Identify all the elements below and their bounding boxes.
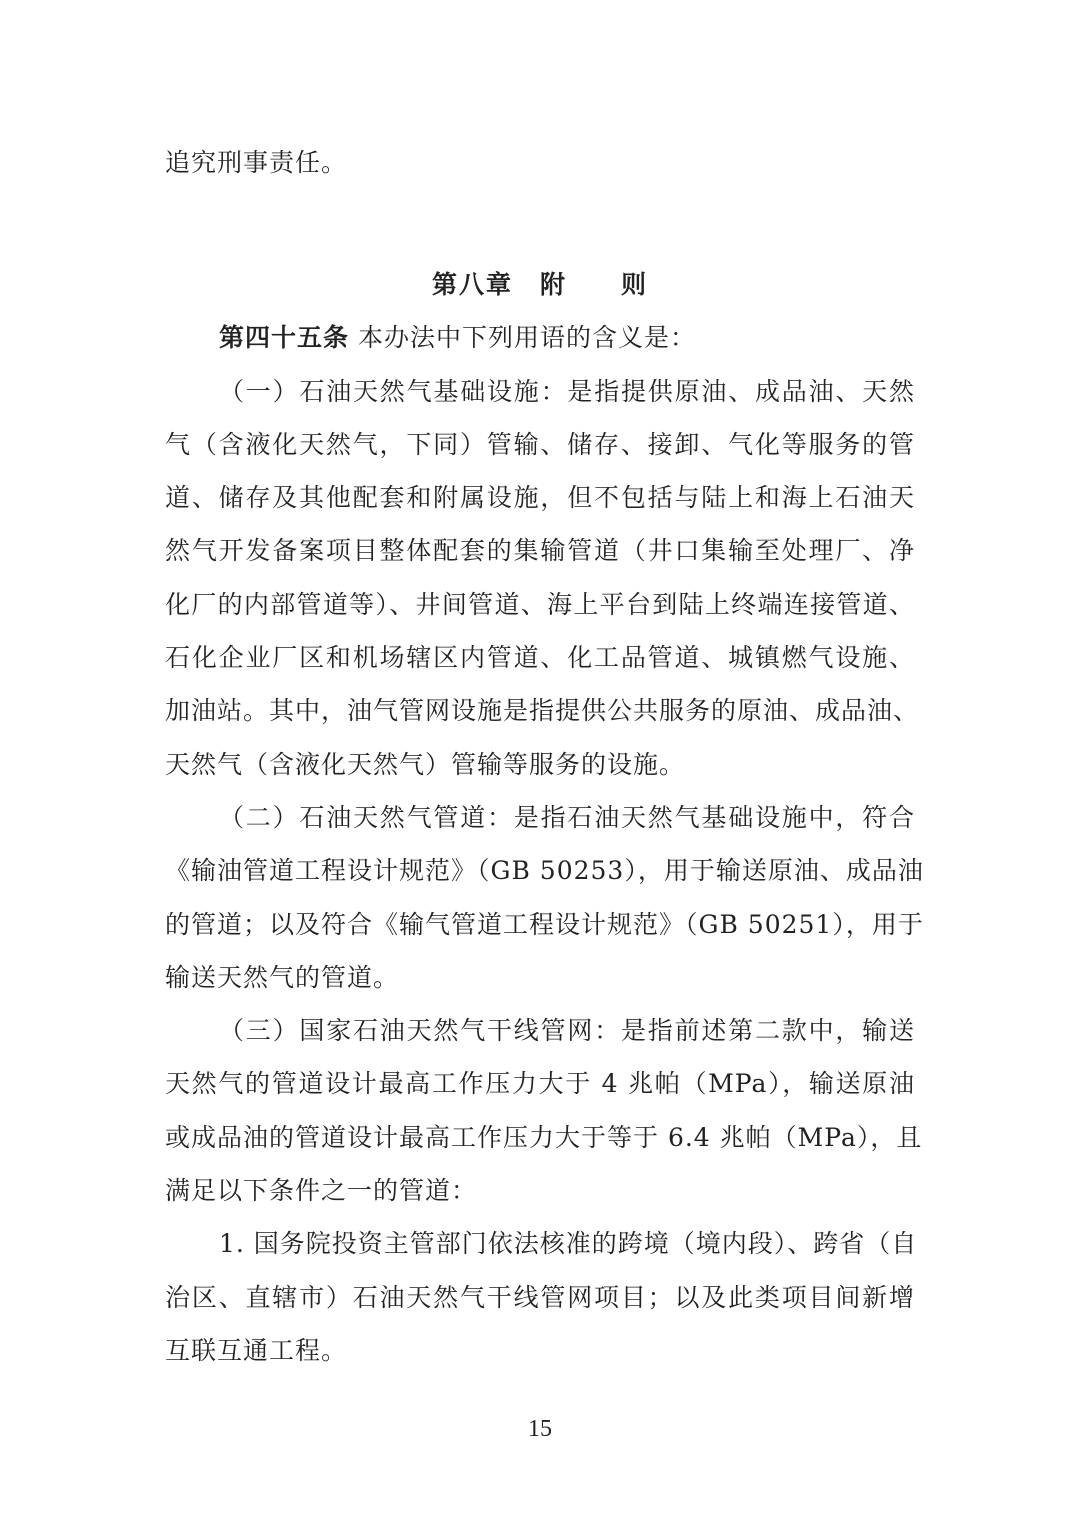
chapter-body <box>165 258 924 1377</box>
definitions <box>165 365 924 1378</box>
article-intro: 本办法中下列用语的含义是： <box>357 323 696 353</box>
text-line: 输送天然气的管道。 <box>165 962 400 992</box>
page-number: 15 <box>528 1416 552 1442</box>
text-line: 《输油管道工程设计规范》（GB 50253），用于输送原油、成品油 <box>165 856 924 886</box>
paragraph <box>165 1217 918 1377</box>
article-label: 第四十五条 <box>219 323 350 353</box>
text-line: 然气开发备案项目整体配套的集输管道（井口集输至处理厂、净 <box>165 536 915 566</box>
text-line: （一）石油天然气基础设施：是指提供原油、成品油、天然 <box>219 376 915 406</box>
paragraph <box>165 1004 923 1217</box>
text-line: 天然气（含液化天然气）管输等服务的设施。 <box>165 749 686 779</box>
carryover-text <box>165 136 915 189</box>
text-line: 治区、直辖市）石油天然气干线管网项目；以及此类项目间新增 <box>165 1282 915 1312</box>
text-line: 或成品油的管道设计最高工作压力大于等于 6.4 兆帕（MPa），且 <box>165 1122 923 1152</box>
text-line: 石化企业厂区和机场辖区内管道、化工品管道、城镇燃气设施、 <box>165 643 915 673</box>
article-45 <box>165 311 915 364</box>
paragraph <box>165 365 920 791</box>
text-line: 道、储存及其他配套和附属设施，但不包括与陆上和海上石油天 <box>165 483 915 513</box>
text-line: （二）石油天然气管道：是指石油天然气基础设施中，符合 <box>219 802 915 832</box>
text-line: （三）国家石油天然气干线管网：是指前述第二款中，输送 <box>219 1016 915 1046</box>
text-line: 天然气的管道设计最高工作压力大于 4 兆帕（MPa），输送原油 <box>165 1069 915 1099</box>
text-line: 1. 国务院投资主管部门依法核准的跨境（境内段）、跨省（自 <box>219 1229 918 1259</box>
chapter-heading: 第八章 附 则 <box>431 270 648 299</box>
paragraph <box>165 791 924 1004</box>
text-line: 满足以下条件之一的管道： <box>165 1176 478 1206</box>
text-line: 追究刑事责任。 <box>165 148 348 177</box>
text-line: 气（含液化天然气，下同）管输、储存、接卸、气化等服务的管 <box>165 429 915 459</box>
text-line: 加油站。其中，油气管网设施是指提供公共服务的原油、成品油、 <box>165 696 920 726</box>
text-line: 化厂的内部管道等）、井间管道、海上平台到陆上终端连接管道、 <box>165 589 915 619</box>
text-line: 互联互通工程。 <box>165 1335 348 1365</box>
text-line: 的管道；以及符合《输气管道工程设计规范》（GB 50251），用于 <box>165 909 924 939</box>
